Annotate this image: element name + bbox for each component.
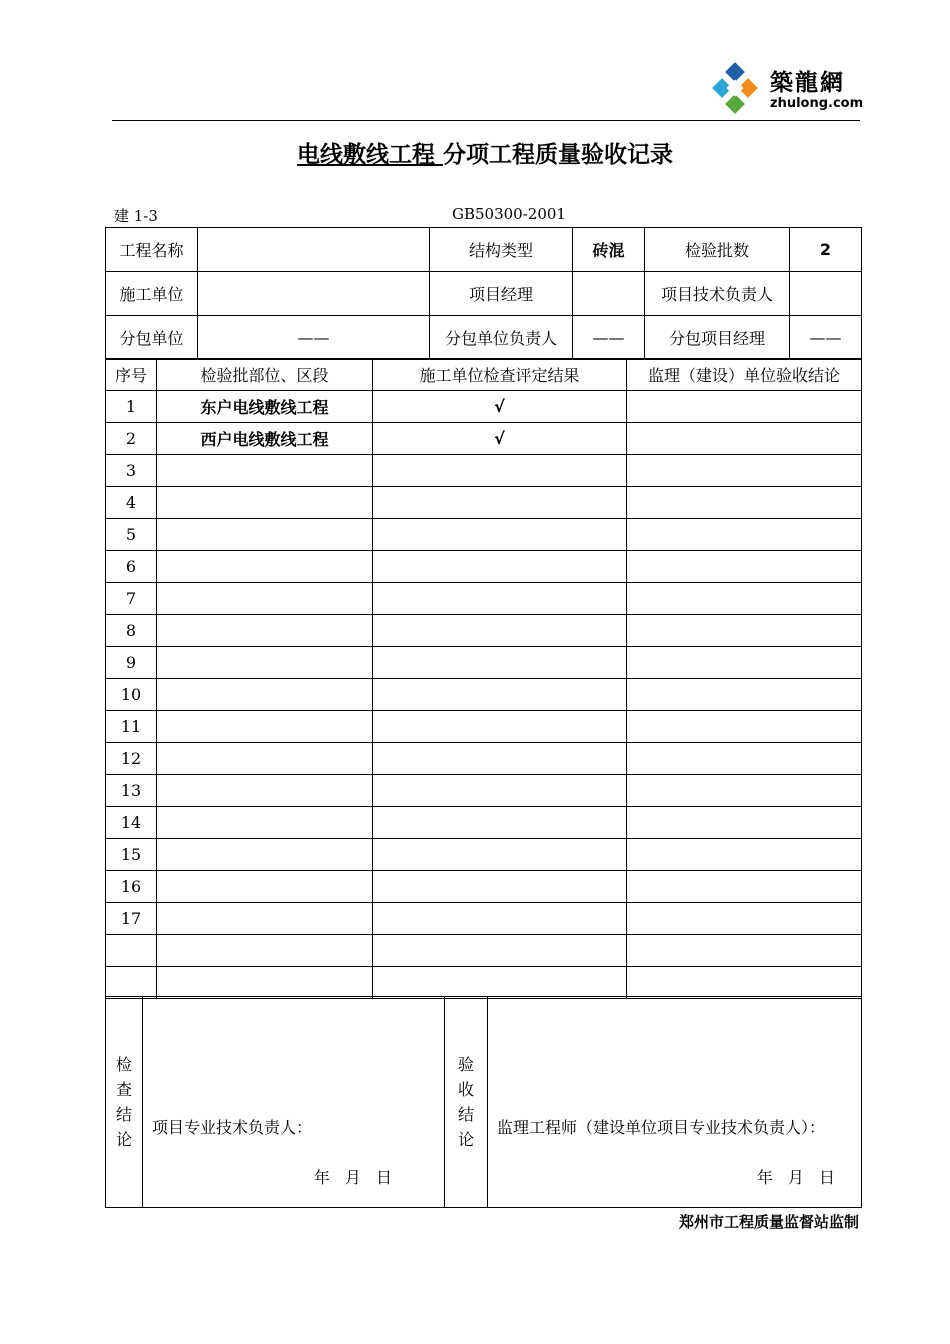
row-location[interactable]: 西户电线敷线工程	[157, 423, 373, 455]
row-contractor-result[interactable]	[373, 519, 627, 551]
subcontractor-value[interactable]: ——	[198, 316, 430, 360]
row-location[interactable]	[157, 807, 373, 839]
info-row	[106, 228, 862, 272]
table-row	[106, 903, 862, 935]
zhulong-logo	[708, 62, 864, 118]
check-conclusion-label	[106, 997, 143, 1208]
row-supervisor-conclusion[interactable]	[627, 839, 862, 871]
table-row	[106, 711, 862, 743]
table-row	[106, 807, 862, 839]
accept-conclusion-text: 验收结论	[458, 1055, 475, 1149]
contractor-value[interactable]	[198, 272, 430, 316]
row-supervisor-conclusion[interactable]	[627, 711, 862, 743]
title-suffix: 分项工程质量验收记录	[443, 142, 673, 168]
table-row	[106, 839, 862, 871]
tech-lead-value[interactable]	[790, 272, 862, 316]
row-location[interactable]	[157, 871, 373, 903]
header-index: 序号	[106, 359, 157, 391]
row-contractor-result[interactable]	[373, 711, 627, 743]
row-location[interactable]	[157, 519, 373, 551]
row-location[interactable]	[157, 615, 373, 647]
logo-mark-icon	[708, 62, 764, 118]
table-row	[106, 743, 862, 775]
header-location: 检验批部位、区段	[157, 359, 373, 391]
sub-lead-label: 分包单位负责人	[430, 316, 573, 360]
row-location[interactable]	[157, 455, 373, 487]
check-signer-label: 项目专业技术负责人：	[152, 1118, 313, 1137]
conclusion-row	[106, 997, 862, 1208]
row-index: 10	[106, 679, 157, 711]
row-supervisor-conclusion[interactable]	[627, 679, 862, 711]
row-supervisor-conclusion[interactable]	[627, 391, 862, 423]
row-contractor-result[interactable]: √	[373, 391, 627, 423]
header-supervisor-conclusion: 监理（建设）单位验收结论	[627, 359, 862, 391]
row-supervisor-conclusion[interactable]	[627, 903, 862, 935]
table-row	[106, 583, 862, 615]
row-contractor-result[interactable]	[373, 583, 627, 615]
row-index: 15	[106, 839, 157, 871]
row-location[interactable]: 东户电线敷线工程	[157, 391, 373, 423]
structure-type-value[interactable]: 砖混	[573, 228, 645, 272]
row-location[interactable]	[157, 487, 373, 519]
row-contractor-result[interactable]	[373, 551, 627, 583]
row-index: 4	[106, 487, 157, 519]
project-name-label: 工程名称	[106, 228, 198, 272]
row-contractor-result[interactable]: √	[373, 423, 627, 455]
row-index: 2	[106, 423, 157, 455]
row-location[interactable]	[157, 903, 373, 935]
row-index: 11	[106, 711, 157, 743]
row-location[interactable]	[157, 775, 373, 807]
row-location[interactable]	[157, 679, 373, 711]
logo-name-en: zhulong.com	[770, 96, 864, 111]
batch-count-value[interactable]: 2	[790, 228, 862, 272]
row-contractor-result[interactable]	[373, 839, 627, 871]
row-index: 5	[106, 519, 157, 551]
check-conclusion-text: 检查结论	[116, 1055, 133, 1149]
row-index: 7	[106, 583, 157, 615]
header-divider	[112, 120, 860, 121]
row-location[interactable]	[157, 935, 373, 967]
row-contractor-result[interactable]	[373, 967, 627, 999]
row-supervisor-conclusion[interactable]	[627, 871, 862, 903]
row-contractor-result[interactable]	[373, 455, 627, 487]
row-index: 17	[106, 903, 157, 935]
row-supervisor-conclusion[interactable]	[627, 935, 862, 967]
row-supervisor-conclusion[interactable]	[627, 743, 862, 775]
row-index: 9	[106, 647, 157, 679]
row-location[interactable]	[157, 647, 373, 679]
row-index: 3	[106, 455, 157, 487]
accept-date: 年 月 日	[756, 1168, 835, 1187]
inspection-batch-table	[105, 358, 862, 999]
header-contractor-result: 施工单位检查评定结果	[373, 359, 627, 391]
title-project-name: 电线敷线工程	[296, 142, 443, 168]
standard-code: GB50300-2001	[452, 205, 566, 223]
logo-name-cn: 築龍網	[770, 70, 845, 96]
row-index	[106, 935, 157, 967]
form-code: 建 1-3	[114, 207, 158, 225]
row-supervisor-conclusion[interactable]	[627, 455, 862, 487]
row-contractor-result[interactable]	[373, 615, 627, 647]
table-row	[106, 615, 862, 647]
row-supervisor-conclusion[interactable]	[627, 487, 862, 519]
row-location[interactable]	[157, 839, 373, 871]
row-supervisor-conclusion[interactable]	[627, 775, 862, 807]
row-contractor-result[interactable]	[373, 487, 627, 519]
footer-issuer: 郑州市工程质量监督站监制	[678, 1213, 859, 1231]
row-index: 14	[106, 807, 157, 839]
accept-conclusion-label	[445, 997, 488, 1208]
row-supervisor-conclusion[interactable]	[627, 807, 862, 839]
table-row	[106, 487, 862, 519]
table-row	[106, 871, 862, 903]
row-contractor-result[interactable]	[373, 807, 627, 839]
row-supervisor-conclusion[interactable]	[627, 551, 862, 583]
tech-lead-label: 项目技术负责人	[645, 272, 790, 316]
table-row	[106, 423, 862, 455]
table-row	[106, 455, 862, 487]
table-row	[106, 647, 862, 679]
sub-lead-value[interactable]: ——	[573, 316, 645, 360]
project-info-table	[105, 227, 862, 360]
row-contractor-result[interactable]	[373, 679, 627, 711]
row-index: 6	[106, 551, 157, 583]
table-row	[106, 775, 862, 807]
sub-manager-label: 分包项目经理	[645, 316, 790, 360]
check-date: 年 月 日	[313, 1168, 392, 1187]
table-row	[106, 391, 862, 423]
project-manager-label: 项目经理	[430, 272, 573, 316]
row-contractor-result[interactable]	[373, 775, 627, 807]
project-name-value[interactable]	[198, 228, 430, 272]
batch-count-label: 检验批数	[645, 228, 790, 272]
row-supervisor-conclusion[interactable]	[627, 519, 862, 551]
row-location[interactable]	[157, 743, 373, 775]
page-title	[0, 136, 950, 169]
subcontractor-label: 分包单位	[106, 316, 198, 360]
project-manager-value[interactable]	[573, 272, 645, 316]
table-row	[106, 967, 862, 999]
table-row	[106, 519, 862, 551]
structure-type-label: 结构类型	[430, 228, 573, 272]
row-supervisor-conclusion[interactable]	[627, 647, 862, 679]
row-index: 8	[106, 615, 157, 647]
row-location[interactable]	[157, 711, 373, 743]
row-location[interactable]	[157, 967, 373, 999]
row-contractor-result[interactable]	[373, 871, 627, 903]
row-contractor-result[interactable]	[373, 935, 627, 967]
row-supervisor-conclusion[interactable]	[627, 423, 862, 455]
table-row	[106, 679, 862, 711]
row-index: 12	[106, 743, 157, 775]
row-supervisor-conclusion[interactable]	[627, 615, 862, 647]
table-row	[106, 551, 862, 583]
row-supervisor-conclusion[interactable]	[627, 967, 862, 999]
accept-signer-label: 监理工程师（建设单位项目专业技术负责人）：	[497, 1118, 826, 1137]
row-location[interactable]	[157, 551, 373, 583]
table-row	[106, 935, 862, 967]
row-location[interactable]	[157, 583, 373, 615]
row-index: 1	[106, 391, 157, 423]
check-conclusion-cell[interactable]	[143, 997, 445, 1208]
row-index: 16	[106, 871, 157, 903]
row-index: 13	[106, 775, 157, 807]
info-row	[106, 316, 862, 360]
row-index	[106, 967, 157, 999]
accept-conclusion-cell[interactable]	[488, 997, 862, 1208]
info-row	[106, 272, 862, 316]
row-contractor-result[interactable]	[373, 647, 627, 679]
contractor-label: 施工单位	[106, 272, 198, 316]
sub-manager-value[interactable]: ——	[790, 316, 862, 360]
row-supervisor-conclusion[interactable]	[627, 583, 862, 615]
conclusion-table	[105, 996, 862, 1208]
row-contractor-result[interactable]	[373, 903, 627, 935]
table-header-row	[106, 359, 862, 391]
row-contractor-result[interactable]	[373, 743, 627, 775]
